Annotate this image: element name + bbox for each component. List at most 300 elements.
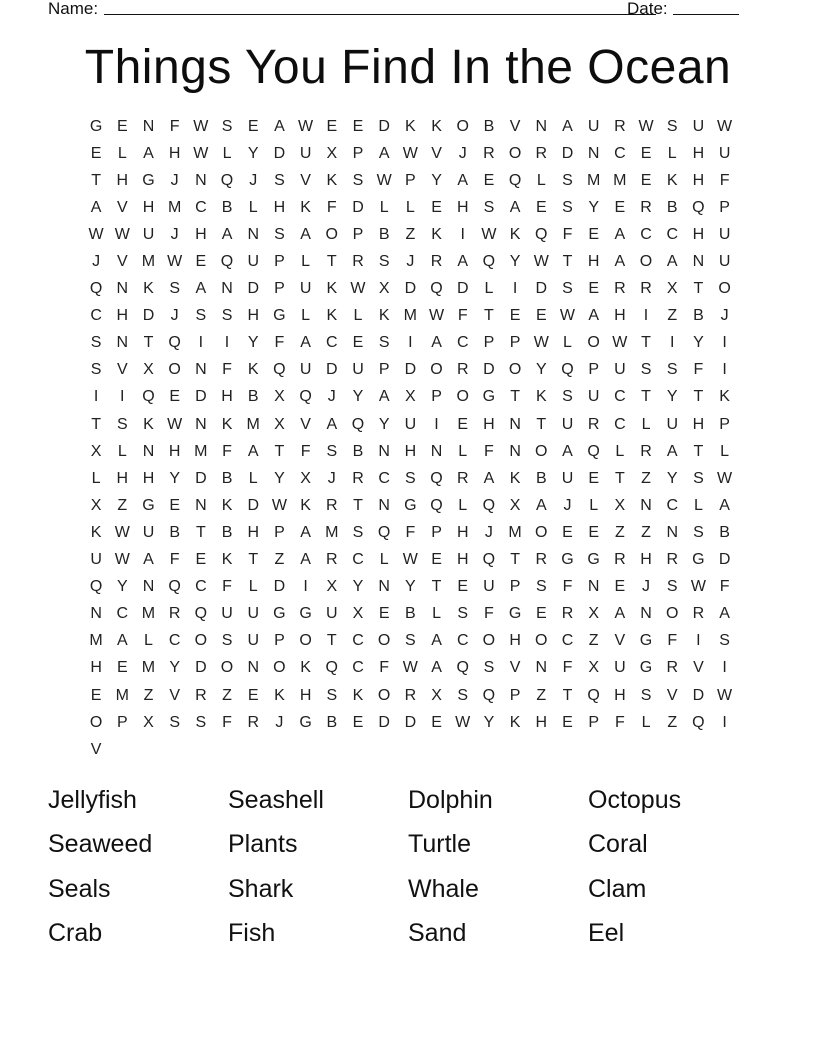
grid-letter: G: [273, 605, 286, 623]
grid-letter: J: [642, 578, 651, 596]
grid-letter: P: [509, 578, 521, 596]
grid-letter: P: [352, 144, 364, 162]
grid-letter: A: [90, 198, 102, 216]
grid-letter: P: [274, 280, 285, 298]
grid-letter: T: [693, 280, 704, 298]
grid-letter: D: [195, 388, 207, 406]
grid-letter: E: [640, 171, 652, 189]
grid-letter: H: [142, 198, 155, 216]
grid-letter: R: [456, 361, 469, 379]
grid-letter: Q: [482, 551, 496, 569]
grid-letter: L: [379, 551, 389, 569]
grid-letter: I: [722, 659, 727, 677]
grid-letter: P: [274, 253, 285, 271]
grid-letter: S: [562, 280, 573, 298]
grid-letter: A: [614, 253, 626, 271]
grid-letter: N: [666, 523, 678, 541]
grid-letter: E: [247, 686, 259, 704]
grid-letter: C: [666, 496, 678, 514]
grid-letter: U: [483, 578, 495, 596]
grid-letter: U: [614, 361, 626, 379]
grid-letter: J: [484, 523, 493, 541]
grid-letter: O: [665, 605, 679, 623]
grid-letter: N: [195, 171, 207, 189]
grid-letter: K: [274, 686, 285, 704]
grid-letter: S: [405, 469, 416, 487]
grid-letter: S: [405, 632, 416, 650]
grid-letter: Z: [641, 523, 651, 541]
grid-letter: A: [300, 334, 311, 352]
grid-letter: X: [378, 280, 390, 298]
grid-letter: Z: [117, 496, 128, 514]
grid-letter: C: [352, 551, 364, 569]
grid-letter: L: [693, 496, 703, 514]
grid-letter: A: [666, 253, 678, 271]
grid-letter: K: [300, 496, 311, 514]
grid-letter: S: [719, 632, 730, 650]
grid-letter: K: [719, 388, 730, 406]
grid-letter: X: [352, 605, 364, 623]
grid-letter: W: [559, 307, 576, 325]
grid-letter: R: [666, 659, 678, 677]
grid-letter: O: [325, 225, 338, 243]
grid-letter: A: [719, 605, 730, 623]
grid-letter: F: [562, 225, 573, 243]
grid-letter: U: [299, 361, 312, 379]
grid-letter: Y: [352, 578, 364, 596]
grid-letter: C: [456, 334, 469, 352]
grid-letter: D: [378, 117, 390, 135]
grid-letter: A: [562, 117, 573, 135]
grid-letter: F: [719, 171, 730, 189]
word-list-item: Shark: [228, 874, 294, 903]
grid-letter: W: [88, 225, 104, 243]
grid-letter: T: [510, 388, 520, 406]
grid-letter: B: [483, 117, 495, 135]
grid-letter: L: [432, 605, 441, 623]
grid-letter: P: [483, 334, 495, 352]
grid-letter: A: [300, 225, 311, 243]
grid-letter: K: [326, 280, 338, 298]
grid-letter: U: [142, 523, 155, 541]
grid-letter: T: [562, 253, 573, 271]
grid-letter: N: [587, 578, 600, 596]
grid-letter: X: [143, 361, 154, 379]
grid-letter: K: [221, 551, 233, 569]
grid-letter: V: [300, 171, 311, 189]
grid-letter: L: [117, 442, 127, 460]
grid-letter: L: [484, 280, 494, 298]
grid-letter: B: [221, 469, 233, 487]
grid-letter: L: [536, 171, 546, 189]
grid-letter: Q: [142, 388, 155, 406]
grid-letter: A: [378, 144, 390, 162]
grid-letter: X: [326, 144, 338, 162]
grid-letter: U: [561, 415, 574, 433]
grid-letter: T: [641, 388, 651, 406]
grid-letter: Q: [456, 659, 469, 677]
grid-letter: R: [456, 469, 469, 487]
word-list-item: Eel: [588, 919, 625, 948]
grid-letter: W: [533, 253, 549, 271]
grid-letter: Z: [641, 469, 651, 487]
grid-letter: J: [327, 469, 336, 487]
grid-letter: U: [692, 117, 705, 135]
grid-letter: A: [300, 551, 311, 569]
grid-letter: E: [247, 117, 259, 135]
grid-letter: O: [220, 659, 234, 677]
grid-letter: N: [587, 144, 600, 162]
page-title: Things You Find In the Ocean: [84, 41, 732, 94]
name-date-line: [48, 0, 748, 20]
grid-letter: X: [326, 578, 338, 596]
grid-letter: W: [481, 225, 497, 243]
grid-letter: B: [247, 388, 259, 406]
grid-letter: O: [535, 442, 548, 460]
grid-letter: S: [195, 307, 207, 325]
grid-letter: V: [169, 686, 180, 704]
grid-letter: V: [693, 659, 704, 677]
grid-letter: Q: [482, 253, 496, 271]
grid-letter: N: [509, 415, 521, 433]
grid-letter: R: [247, 713, 259, 731]
grid-letter: M: [167, 198, 182, 216]
grid-letter: N: [430, 442, 443, 460]
grid-letter: E: [116, 659, 128, 677]
grid-letter: O: [194, 632, 208, 650]
grid-letter: K: [326, 171, 338, 189]
grid-letter: U: [247, 605, 259, 623]
grid-letter: I: [722, 361, 727, 379]
grid-letter: F: [562, 578, 573, 596]
grid-letter: R: [168, 605, 181, 623]
grid-letter: L: [353, 307, 363, 325]
grid-letter: E: [352, 334, 364, 352]
grid-letter: K: [143, 280, 154, 298]
grid-letter: X: [274, 415, 285, 433]
grid-letter: E: [509, 307, 521, 325]
grid-letter: X: [614, 496, 626, 514]
grid-letter: Z: [274, 551, 285, 569]
grid-letter: R: [640, 442, 652, 460]
grid-letter: K: [352, 686, 364, 704]
grid-letter: D: [195, 469, 207, 487]
grid-letter: N: [90, 605, 102, 623]
word-list-item: Seashell: [228, 785, 324, 814]
grid-letter: B: [666, 198, 678, 216]
grid-letter: O: [535, 523, 548, 541]
grid-letter: C: [90, 307, 102, 325]
grid-letter: H: [116, 469, 129, 487]
grid-letter: R: [404, 686, 417, 704]
grid-letter: I: [120, 388, 125, 406]
grid-letter: Y: [247, 144, 259, 162]
grid-letter: U: [718, 225, 731, 243]
grid-letter: C: [195, 198, 207, 216]
grid-letter: A: [535, 496, 547, 514]
grid-letter: S: [90, 334, 102, 352]
grid-letter: S: [457, 605, 469, 623]
grid-letter: T: [91, 415, 101, 433]
grid-letter: E: [169, 388, 180, 406]
grid-letter: S: [666, 578, 678, 596]
grid-letter: M: [403, 307, 417, 325]
grid-letter: X: [300, 469, 311, 487]
grid-letter: L: [248, 578, 258, 596]
grid-letter: Q: [430, 280, 443, 298]
grid-letter: F: [484, 605, 494, 623]
grid-letter: O: [299, 632, 312, 650]
grid-letter: S: [116, 415, 128, 433]
grid-letter: Y: [247, 334, 259, 352]
grid-letter: S: [221, 117, 233, 135]
grid-letter: E: [116, 117, 128, 135]
grid-letter: H: [692, 225, 705, 243]
grid-letter: Z: [536, 686, 547, 704]
grid-letter: O: [508, 361, 522, 379]
grid-letter: L: [301, 253, 311, 271]
grid-letter: V: [116, 361, 128, 379]
grid-letter: W: [402, 144, 418, 162]
grid-letter: W: [271, 496, 287, 514]
grid-letter: W: [717, 469, 733, 487]
grid-letter: I: [224, 334, 230, 352]
grid-letter: S: [562, 171, 573, 189]
grid-letter: B: [221, 198, 233, 216]
grid-letter: X: [666, 280, 678, 298]
grid-letter: D: [404, 361, 417, 379]
grid-letter: L: [720, 442, 730, 460]
grid-letter: Q: [89, 280, 103, 298]
grid-letter: A: [666, 442, 678, 460]
grid-letter: U: [142, 225, 155, 243]
grid-letter: A: [221, 225, 233, 243]
grid-letter: R: [326, 551, 338, 569]
grid-letter: I: [722, 713, 727, 731]
grid-letter: I: [460, 225, 465, 243]
grid-letter: K: [300, 659, 311, 677]
grid-letter: E: [588, 225, 599, 243]
grid-letter: P: [588, 713, 599, 731]
grid-letter: T: [326, 253, 337, 271]
grid-letter: J: [170, 225, 179, 243]
grid-letter: J: [406, 253, 415, 271]
grid-letter: W: [455, 713, 471, 731]
grid-letter: M: [141, 659, 156, 677]
grid-letter: C: [456, 632, 469, 650]
grid-letter: H: [116, 307, 129, 325]
grid-letter: S: [562, 388, 573, 406]
grid-letter: O: [456, 117, 469, 135]
word-list-item: Jellyfish: [48, 785, 137, 814]
grid-letter: W: [402, 551, 418, 569]
grid-letter: K: [509, 225, 521, 243]
grid-letter: Q: [692, 198, 705, 216]
grid-letter: S: [352, 171, 364, 189]
grid-letter: M: [194, 442, 208, 460]
grid-letter: K: [378, 307, 390, 325]
grid-letter: J: [170, 307, 179, 325]
grid-letter: F: [667, 632, 678, 650]
name-label: Name:: [48, 0, 99, 18]
grid-letter: T: [510, 551, 520, 569]
grid-letter: Y: [509, 253, 521, 271]
grid-letter: H: [90, 659, 102, 677]
grid-letter: E: [562, 713, 573, 731]
grid-letter: L: [91, 469, 101, 487]
grid-letter: N: [142, 578, 155, 596]
grid-letter: A: [431, 334, 442, 352]
grid-letter: D: [404, 713, 417, 731]
grid-letter: X: [431, 686, 442, 704]
grid-letter: G: [89, 117, 103, 135]
grid-letter: F: [719, 578, 730, 596]
grid-letter: Y: [483, 713, 495, 731]
grid-letter: N: [221, 280, 233, 298]
grid-letter: A: [614, 605, 626, 623]
grid-letter: C: [378, 469, 390, 487]
grid-letter: Q: [325, 659, 338, 677]
grid-letter: A: [509, 198, 521, 216]
grid-letter: R: [614, 551, 626, 569]
grid-letter: C: [640, 225, 652, 243]
grid-letter: L: [248, 469, 258, 487]
grid-letter: R: [640, 280, 652, 298]
grid-letter: N: [116, 280, 129, 298]
date-blank-line: [673, 14, 739, 15]
grid-letter: M: [89, 632, 103, 650]
grid-letter: Q: [351, 415, 365, 433]
grid-letter: S: [195, 713, 207, 731]
grid-letter: F: [300, 442, 311, 460]
grid-letter: T: [274, 442, 285, 460]
grid-letter: U: [587, 388, 600, 406]
grid-letter: H: [456, 551, 469, 569]
grid-letter: Q: [482, 686, 496, 704]
grid-letter: G: [482, 388, 496, 406]
grid-letter: E: [352, 117, 364, 135]
grid-letter: N: [535, 659, 548, 677]
grid-letter: C: [561, 632, 574, 650]
grid-letter: W: [638, 117, 654, 135]
grid-letter: T: [641, 334, 651, 352]
grid-letter: F: [169, 117, 180, 135]
grid-letter: H: [692, 144, 705, 162]
grid-letter: D: [273, 578, 286, 596]
grid-letter: C: [168, 632, 181, 650]
grid-letter: C: [614, 415, 626, 433]
grid-letter: K: [535, 388, 547, 406]
grid-letter: E: [588, 469, 599, 487]
grid-letter: S: [221, 307, 233, 325]
grid-letter: S: [169, 280, 180, 298]
grid-letter: H: [168, 144, 181, 162]
grid-letter: B: [719, 523, 730, 541]
grid-letter: L: [144, 632, 153, 650]
grid-letter: Q: [168, 578, 181, 596]
grid-letter: V: [116, 253, 128, 271]
grid-letter: N: [142, 117, 155, 135]
grid-letter: N: [535, 117, 548, 135]
grid-letter: P: [509, 686, 521, 704]
grid-letter: V: [116, 198, 128, 216]
grid-letter: W: [612, 334, 628, 352]
grid-letter: F: [222, 361, 232, 379]
grid-letter: F: [379, 659, 390, 677]
grid-letter: K: [509, 713, 521, 731]
grid-letter: B: [221, 523, 233, 541]
grid-letter: N: [195, 415, 207, 433]
grid-letter: S: [90, 361, 102, 379]
grid-letter: I: [408, 334, 413, 352]
grid-letter: B: [378, 225, 390, 243]
grid-letter: H: [456, 523, 469, 541]
grid-letter: G: [299, 605, 312, 623]
grid-letter: I: [696, 632, 701, 650]
grid-letter: W: [114, 225, 130, 243]
grid-letter: H: [116, 171, 129, 189]
grid-letter: S: [640, 686, 652, 704]
grid-letter: U: [352, 361, 364, 379]
grid-letter: L: [641, 415, 651, 433]
grid-letter: U: [614, 659, 626, 677]
grid-letter: A: [562, 442, 573, 460]
grid-letter: D: [535, 280, 548, 298]
grid-letter: E: [431, 198, 442, 216]
grid-letter: T: [536, 415, 547, 433]
grid-letter: W: [167, 253, 183, 271]
grid-letter: P: [116, 713, 128, 731]
grid-letter: T: [143, 334, 154, 352]
grid-letter: B: [326, 713, 338, 731]
grid-letter: W: [114, 523, 130, 541]
grid-letter: E: [169, 496, 180, 514]
grid-letter: Z: [588, 632, 599, 650]
grid-letter: G: [273, 307, 286, 325]
grid-letter: K: [300, 198, 311, 216]
grid-letter: I: [643, 307, 649, 325]
grid-letter: V: [666, 686, 678, 704]
grid-letter: S: [483, 198, 495, 216]
grid-letter: H: [195, 225, 207, 243]
grid-letter: S: [221, 632, 233, 650]
grid-letter: G: [404, 496, 417, 514]
grid-letter: N: [247, 659, 259, 677]
grid-letter: M: [613, 171, 627, 189]
grid-letter: E: [431, 713, 442, 731]
grid-letter: T: [353, 496, 363, 514]
word-list-item: Fish: [228, 919, 276, 948]
grid-letter: E: [535, 198, 547, 216]
grid-letter: E: [352, 713, 364, 731]
grid-letter: H: [587, 253, 600, 271]
grid-letter: N: [116, 334, 129, 352]
grid-letter: V: [509, 117, 521, 135]
grid-letter: H: [614, 307, 626, 325]
grid-letter: M: [115, 686, 129, 704]
grid-letter: C: [666, 225, 678, 243]
grid-letter: K: [143, 415, 154, 433]
grid-letter: U: [404, 415, 417, 433]
grid-letter: H: [168, 442, 181, 460]
grid-letter: A: [457, 253, 469, 271]
grid-letter: D: [142, 307, 155, 325]
grid-letter: R: [640, 198, 652, 216]
grid-letter: U: [299, 144, 312, 162]
grid-letter: T: [562, 686, 573, 704]
grid-letter: Y: [693, 334, 704, 352]
grid-letter: H: [221, 388, 233, 406]
